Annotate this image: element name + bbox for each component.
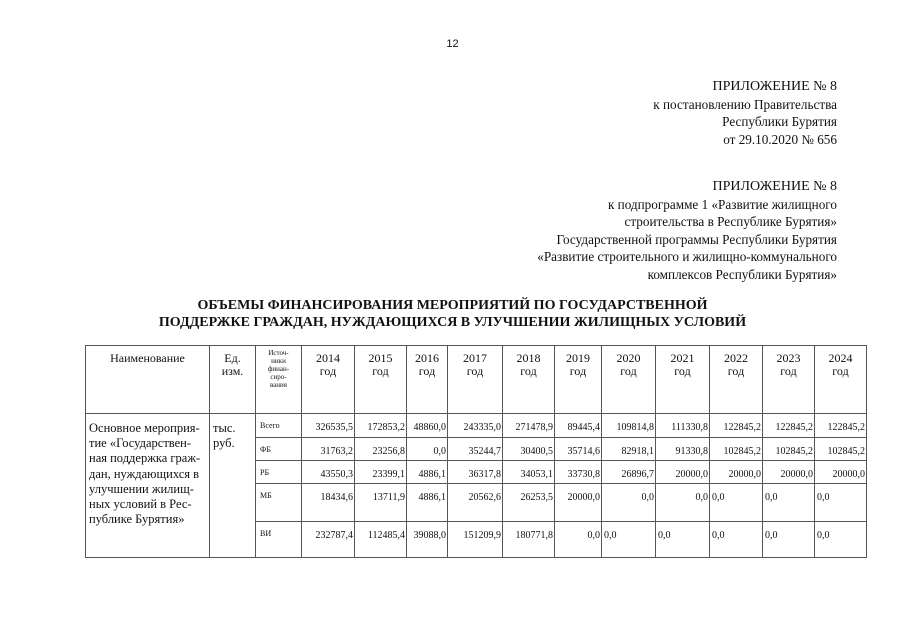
header-year: 2023 год: [763, 346, 815, 414]
value-cell: 0,0: [555, 522, 602, 558]
header-unit-line: Ед.: [224, 351, 241, 365]
value-cell: 180771,8: [503, 522, 555, 558]
header-year: 2024 год: [815, 346, 867, 414]
measure-name-line: ная поддержка граж-: [89, 451, 201, 466]
measure-name: [86, 414, 210, 558]
header-source-line: финан-: [267, 365, 290, 373]
table-header-row: [86, 346, 867, 414]
value-cell: 0,0: [815, 484, 867, 522]
value-cell: 0,0: [656, 484, 710, 522]
header-source-line: ники: [271, 357, 286, 365]
value-cell: 43550,3: [302, 461, 355, 484]
document-title: [0, 297, 905, 331]
document-title-line: ОБЪЕМЫ ФИНАНСИРОВАНИЯ МЕРОПРИЯТИЙ ПО ГОСУДАРСТВЕННОЙ: [197, 298, 708, 313]
appendix-line: «Развитие строительного и жилищно-коммунального: [537, 249, 837, 264]
appendix-line: комплексов Республики Бурятия»: [647, 266, 837, 282]
value-cell: 0,0: [710, 484, 763, 522]
value-cell: 0,0: [710, 522, 763, 558]
value-cell: 0,0: [763, 484, 815, 522]
value-cell: 0,0: [815, 522, 867, 558]
appendix-line: от 29.10.2020 № 656: [723, 131, 837, 147]
value-cell: 23256,8: [355, 438, 407, 461]
value-cell: 232787,4: [302, 522, 355, 558]
value-cell: 48860,0: [407, 414, 448, 438]
header-source-line: Источ-: [268, 349, 289, 357]
page-number: 12: [446, 38, 459, 50]
value-cell: 30400,5: [503, 438, 555, 461]
value-cell: 89445,4: [555, 414, 602, 438]
value-cell: 36317,8: [448, 461, 503, 484]
source-label: ВИ: [256, 522, 302, 558]
value-cell: 91330,8: [656, 438, 710, 461]
value-cell: 20000,0: [815, 461, 867, 484]
header-unit: [210, 346, 256, 414]
value-cell: 35714,6: [555, 438, 602, 461]
header-source-line: вания: [269, 381, 288, 389]
document-title-line: ПОДДЕРЖКЕ ГРАЖДАН, НУЖДАЮЩИХСЯ В УЛУЧШЕНИИ ЖИЛИЩНЫХ УСЛОВИЙ: [158, 315, 747, 330]
value-cell: 0,0: [407, 438, 448, 461]
value-cell: 102845,2: [710, 438, 763, 461]
appendix-line: Государственной программы Республики Бурятия: [556, 231, 837, 247]
header-year: 2019 год: [555, 346, 602, 414]
value-cell: 20000,0: [555, 484, 602, 522]
appendix-title: ПРИЛОЖЕНИЕ № 8: [712, 79, 837, 94]
header-year: 2017 год: [448, 346, 503, 414]
header-year: 2018 год: [503, 346, 555, 414]
value-cell: 20000,0: [710, 461, 763, 484]
header-year: 2020 год: [602, 346, 656, 414]
appendix-line: к подпрограмме 1 «Развитие жилищного: [607, 196, 837, 212]
value-cell: 20562,6: [448, 484, 503, 522]
value-cell: 172853,2: [355, 414, 407, 438]
header-source: [256, 346, 302, 414]
value-cell: 0,0: [656, 522, 710, 558]
measure-unit-line: тыс.: [213, 421, 236, 435]
value-cell: 243335,0: [448, 414, 503, 438]
value-cell: 20000,0: [763, 461, 815, 484]
value-cell: 271478,9: [503, 414, 555, 438]
header-name: Наименование: [86, 346, 210, 414]
value-cell: 0,0: [763, 522, 815, 558]
header-year: 2014 год: [302, 346, 355, 414]
appendix-subprogram-reference: [537, 178, 837, 283]
measure-name-line: дан, нуждающихся в: [89, 466, 200, 481]
header-year: 2022 год: [710, 346, 763, 414]
header-year: 2015 год: [355, 346, 407, 414]
value-cell: 26253,5: [503, 484, 555, 522]
value-cell: 102845,2: [815, 438, 867, 461]
header-source-line: сиро-: [270, 373, 287, 381]
value-cell: 0,0: [602, 484, 656, 522]
value-cell: 326535,5: [302, 414, 355, 438]
value-cell: 18434,6: [302, 484, 355, 522]
value-cell: 4886,1: [407, 461, 448, 484]
appendix-line: к постановлению Правительства: [653, 96, 837, 112]
source-label: Всего: [256, 414, 302, 438]
value-cell: 39088,0: [407, 522, 448, 558]
value-cell: 122845,2: [815, 414, 867, 438]
source-label: ФБ: [256, 438, 302, 461]
measure-name-line: улучшении жилищ-: [89, 481, 194, 496]
value-cell: 20000,0: [656, 461, 710, 484]
value-cell: 34053,1: [503, 461, 555, 484]
measure-name-line: ных условий в Рес-: [89, 497, 192, 512]
value-cell: 82918,1: [602, 438, 656, 461]
value-cell: 122845,2: [763, 414, 815, 438]
measure-unit-line: руб.: [213, 436, 235, 451]
source-label: МБ: [256, 484, 302, 522]
value-cell: 112485,4: [355, 522, 407, 558]
value-cell: 35244,7: [448, 438, 503, 461]
appendix-line: Республики Бурятия: [722, 114, 837, 129]
value-cell: 109814,8: [602, 414, 656, 438]
value-cell: 26896,7: [602, 461, 656, 484]
value-cell: 0,0: [602, 522, 656, 558]
header-year: 2021 год: [656, 346, 710, 414]
measure-name-line: тие «Государствен-: [89, 436, 192, 451]
value-cell: 31763,2: [302, 438, 355, 461]
value-cell: 111330,8: [656, 414, 710, 438]
value-cell: 122845,2: [710, 414, 763, 438]
table-row: [86, 414, 867, 438]
value-cell: 4886,1: [407, 484, 448, 522]
value-cell: 102845,2: [763, 438, 815, 461]
value-cell: 33730,8: [555, 461, 602, 484]
measure-name-line: публике Бурятия»: [89, 512, 185, 527]
appendix-title: ПРИЛОЖЕНИЕ № 8: [712, 179, 837, 194]
measure-name-line: Основное мероприя-: [89, 421, 200, 435]
source-label: РБ: [256, 461, 302, 484]
value-cell: 13711,9: [355, 484, 407, 522]
appendix-line: строительства в Республике Бурятия»: [624, 214, 837, 229]
appendix-resolution-reference: [653, 78, 837, 148]
value-cell: 23399,1: [355, 461, 407, 484]
header-year: 2016 год: [407, 346, 448, 414]
financing-table: [85, 345, 867, 558]
measure-unit: [210, 414, 256, 558]
value-cell: 151209,9: [448, 522, 503, 558]
header-unit-line: изм.: [221, 364, 244, 378]
